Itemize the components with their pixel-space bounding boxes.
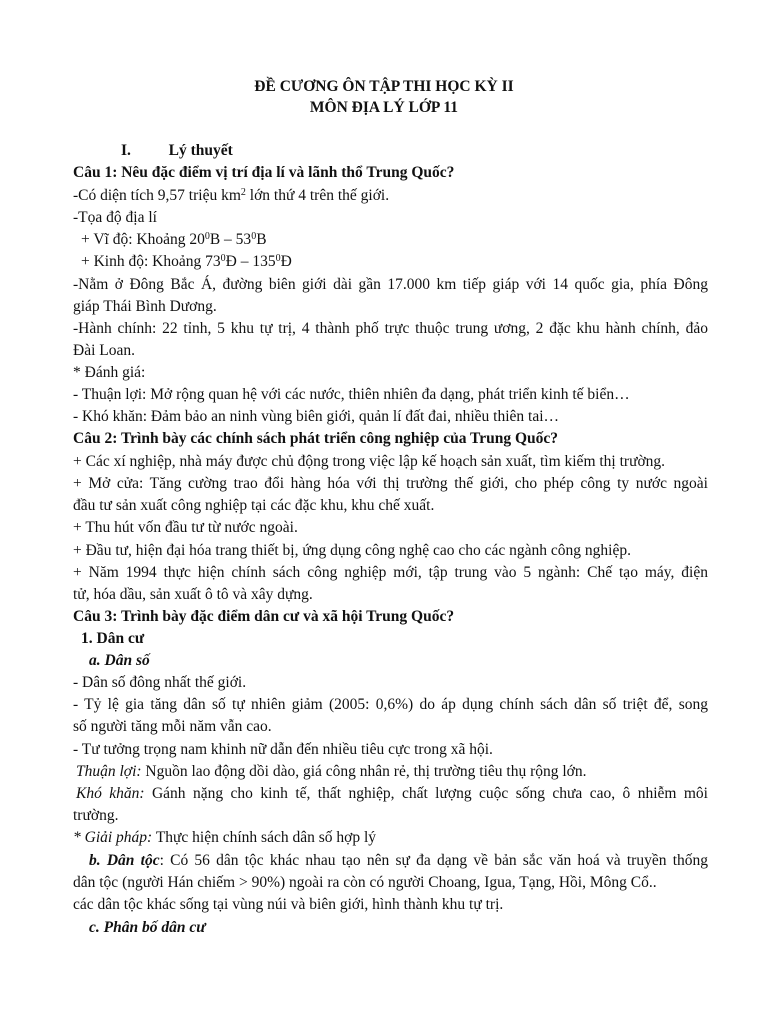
q1-admin-line1: -Hành chính: 22 tỉnh, 5 khu tự trị, 4 thành phố trực thuộc trung ương, 2 đặc khu hành chính, đảo xyxy=(73,320,708,337)
q1-lat-mid: B – 53 xyxy=(209,231,252,248)
q1-latitude xyxy=(81,230,267,250)
q2-point-2-line2: đầu tư sản xuất công nghiệp tại các đặc khu, khu chế xuất. xyxy=(73,497,435,514)
q1-location-line2: giáp Thái Bình Dương. xyxy=(73,298,217,315)
q3-solution xyxy=(73,828,376,848)
question-3-title: Câu 3: Trình bày đặc điểm dân cư và xã hội Trung Quốc? xyxy=(73,608,455,625)
document-title: ĐỀ CƯƠNG ÔN TẬP THI HỌC KỲ II xyxy=(254,78,514,95)
q1-eval: * Đánh giá: xyxy=(73,364,146,381)
q3-heading-a: a. Dân số xyxy=(89,652,150,669)
q3-ethnic-text: : Có 56 dân tộc khác nhau tạo nên sự đa dạng về bản sắc văn hoá và truyền thống xyxy=(159,852,709,869)
section-heading xyxy=(121,141,233,161)
q1-longitude xyxy=(81,252,292,272)
q1-lon-mid: Đ – 135 xyxy=(225,253,276,270)
q3-heading-b: b. Dân tộc xyxy=(89,852,160,869)
q1-lon-text: + Kinh độ: Khoảng 73 xyxy=(81,253,221,270)
q3-heading-population: 1. Dân cư xyxy=(81,630,145,647)
q1-lat-end: B xyxy=(256,231,267,248)
q2-point-4: + Đầu tư, hiện đại hóa trang thiết bị, ứng dụng công nghệ cao cho các ngành công nghiệp. xyxy=(73,542,631,559)
q3-disadvantage-label: Khó khăn: xyxy=(76,785,145,802)
section-label: Lý thuyết xyxy=(168,142,233,159)
q3-a-point-3: - Tư tưởng trọng nam khinh nữ dẫn đến nhiều tiêu cực trong xã hội. xyxy=(73,741,493,758)
q2-point-5-line1: + Năm 1994 thực hiện chính sách công nghiệp mới, tập trung vào 5 ngành: Chế tạo máy, điện xyxy=(73,564,708,581)
q3-advantage-label: Thuận lợi: xyxy=(76,763,142,780)
section-numeral: I. xyxy=(121,142,131,159)
question-2-title: Câu 2: Trình bày các chính sách phát triển công nghiệp của Trung Quốc? xyxy=(73,430,559,447)
q3-ethnic-line2: dân tộc (người Hán chiếm > 90%) ngoài ra còn có người Choang, Igua, Tạng, Hồi, Mông Cổ.. xyxy=(73,874,657,891)
q1-area-sup: 2 xyxy=(240,187,246,198)
q2-point-1: + Các xí nghiệp, nhà máy được chủ động trong việc lập kế hoạch sản xuất, tìm kiếm thị trường. xyxy=(73,453,666,470)
q3-heading-c: c. Phân bố dân cư xyxy=(89,919,206,936)
q3-advantage-text: Nguồn lao động dồi dào, giá công nhân rẻ, thị trường tiêu thụ rộng lớn. xyxy=(141,763,587,780)
q1-lon-sup2: 0 xyxy=(275,253,281,264)
q3-advantage xyxy=(76,762,587,782)
q3-solution-label: * Giải pháp: xyxy=(73,829,153,846)
document-subtitle: MÔN ĐỊA LÝ LỚP 11 xyxy=(309,99,459,116)
q1-lon-end: Đ xyxy=(280,253,292,270)
q3-disadvantage-text: Gánh nặng cho kinh tế, thất nghiệp, chất lượng cuộc sống chưa cao, ô nhiễm môi xyxy=(144,785,708,802)
q2-point-2-line1: + Mở cửa: Tăng cường trao đổi hàng hóa với thị trường thế giới, cho phép công ty nước ngoài xyxy=(73,475,708,492)
q1-advantage: - Thuận lợi: Mở rộng quan hệ với các nước, thiên nhiên đa dạng, phát triển kinh tế biển… xyxy=(73,386,630,403)
q1-area-text: -Có diện tích 9,57 triệu km xyxy=(73,187,241,204)
q1-lat-text: + Vĩ độ: Khoảng 20 xyxy=(81,231,205,248)
q1-location-line1: -Nằm ở Đông Bắc Á, đường biên giới dài gần 17.000 km tiếp giáp với 14 quốc gia, phía Đông xyxy=(73,276,708,293)
q1-disadvantage: - Khó khăn: Đảm bảo an ninh vùng biên giới, quản lí đất đai, nhiều thiên tai… xyxy=(73,408,560,425)
q3-disadvantage-line2: trường. xyxy=(73,807,119,824)
q1-lat-sup2: 0 xyxy=(251,231,257,242)
question-1-title: Câu 1: Nêu đặc điểm vị trí địa lí và lãnh thổ Trung Quốc? xyxy=(73,164,455,181)
q3-ethnic-line1 xyxy=(89,851,708,871)
q1-coords: -Tọa độ địa lí xyxy=(73,209,157,226)
q3-a-point-2-line2: số người tăng mỗi năm vẫn cao. xyxy=(73,718,272,735)
q1-area xyxy=(73,186,389,206)
q1-lat-sup1: 0 xyxy=(204,231,210,242)
q3-disadvantage-line1 xyxy=(76,784,708,804)
q2-point-5-line2: tử, hóa dầu, sản xuất ô tô và xây dựng. xyxy=(73,586,313,603)
q3-a-point-1: - Dân số đông nhất thế giới. xyxy=(73,674,247,691)
q3-a-point-2-line1: - Tỷ lệ gia tăng dân số tự nhiên giảm (2005: 0,6%) do áp dụng chính sách dân số triệt để, song xyxy=(73,696,708,713)
q1-lon-sup1: 0 xyxy=(220,253,226,264)
q1-area-text-end: lớn thứ 4 trên thế giới. xyxy=(245,187,390,204)
q3-ethnic-line3: các dân tộc khác sống tại vùng núi và biên giới, hình thành khu tự trị. xyxy=(73,896,504,913)
q3-solution-text: Thực hiện chính sách dân số hợp lý xyxy=(152,829,377,846)
q2-point-3: + Thu hút vốn đầu tư từ nước ngoài. xyxy=(73,519,298,536)
q1-admin-line2: Đài Loan. xyxy=(73,342,135,359)
